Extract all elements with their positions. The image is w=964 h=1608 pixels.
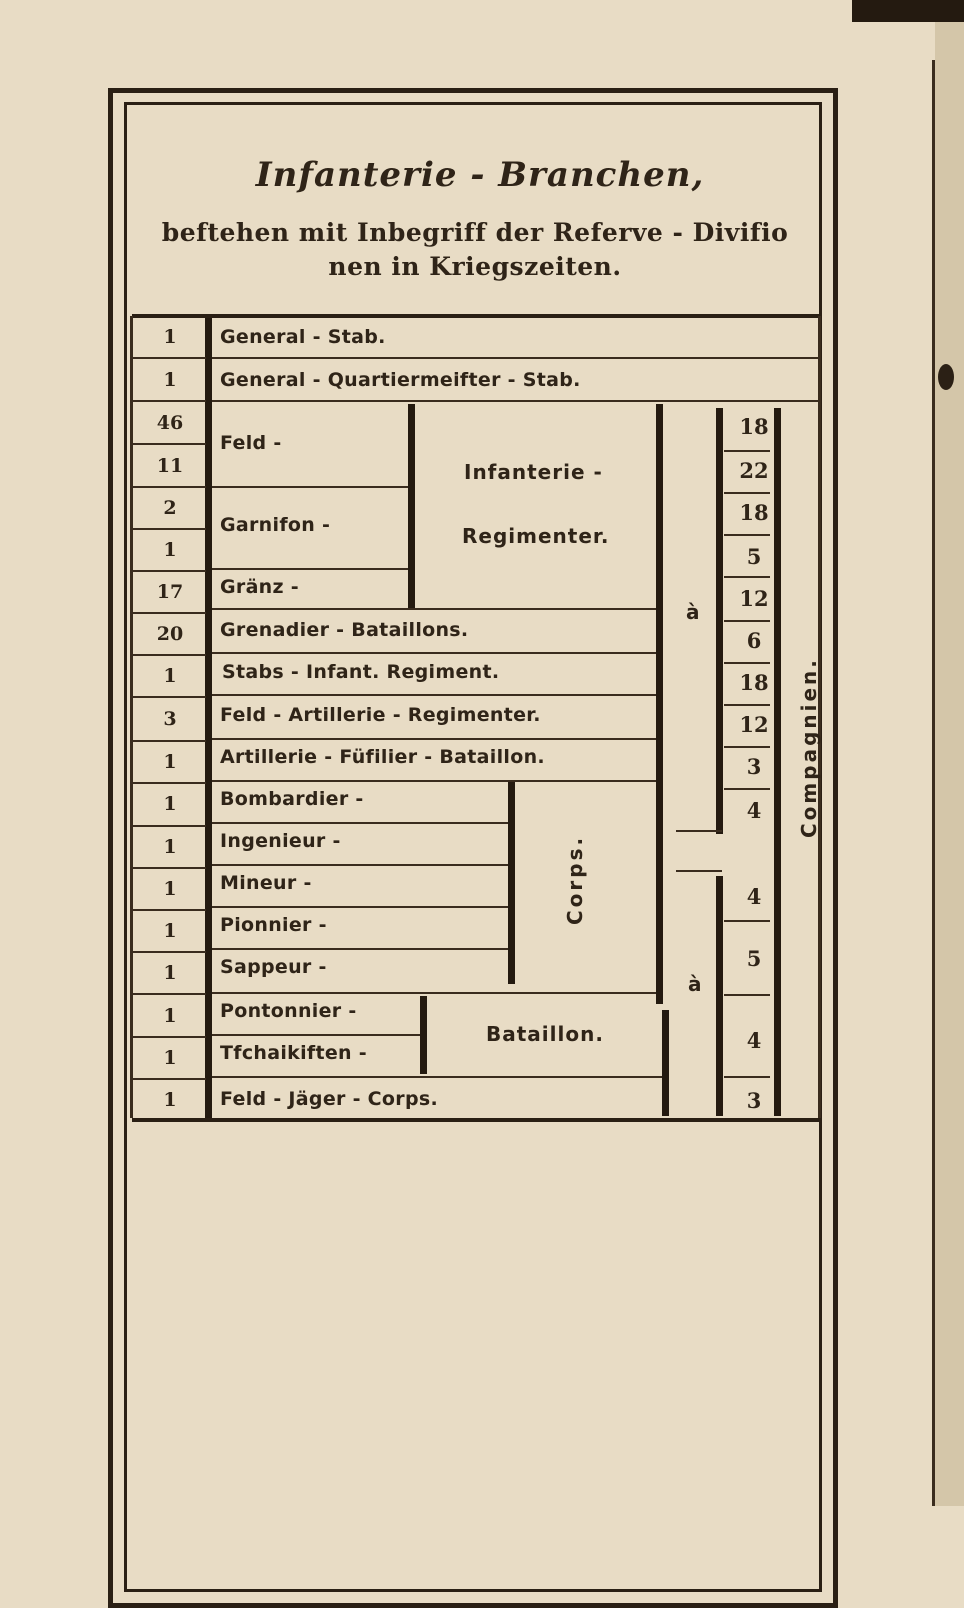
company-rule [724, 450, 770, 452]
company-count: 4 [746, 1028, 762, 1053]
binding-mark [938, 364, 954, 390]
company-count: 22 [739, 458, 769, 483]
row-rule [132, 570, 206, 572]
a-upper-left-bar [656, 404, 663, 1004]
row-count: 17 [156, 581, 184, 603]
row-count: 1 [163, 920, 177, 942]
row-rule [132, 909, 206, 911]
group-corps: Corps. [563, 834, 587, 925]
company-count: 3 [746, 1088, 762, 1113]
company-rule [724, 788, 770, 790]
company-rule [724, 704, 770, 706]
row-label: General - Stab. [220, 326, 386, 348]
company-rule [724, 492, 770, 494]
a-separator [676, 870, 722, 872]
row-label: Feld - Artillerie - Regimenter. [220, 704, 541, 726]
table-bottom-rule [132, 1118, 822, 1122]
table-top-rule [132, 314, 820, 318]
row-label: Gränz - [220, 576, 299, 598]
row-count: 1 [163, 751, 177, 773]
company-rule [724, 662, 770, 664]
company-rule [724, 746, 770, 748]
row-label: Garnifon - [220, 514, 331, 536]
row-rule [132, 782, 206, 784]
group-infanterie-line-2: Regimenter. [462, 524, 610, 548]
row-label: Pionnier - [220, 914, 327, 936]
row-rule [212, 822, 508, 824]
row-rule [132, 951, 206, 953]
row-count: 2 [163, 497, 177, 519]
compagnien-bar [774, 408, 781, 1116]
company-rule [724, 1076, 770, 1078]
group-infanterie-line-1: Infanterie - [464, 460, 603, 484]
company-count: 18 [739, 414, 769, 439]
company-rule [724, 620, 770, 622]
company-count: 3 [746, 754, 762, 779]
row-label: Tfchaikiften - [220, 1042, 367, 1064]
row-label: Feld - Jäger - Corps. [220, 1088, 438, 1110]
row-count: 46 [156, 412, 184, 434]
row-label: Ingenieur - [220, 830, 341, 852]
row-rule [212, 694, 658, 696]
company-count: 4 [746, 798, 762, 823]
row-rule [212, 906, 508, 908]
row-count: 1 [163, 326, 177, 348]
row-count: 1 [163, 539, 177, 561]
group-a-lower: à [688, 972, 703, 996]
row-rule [212, 738, 658, 740]
row-rule [132, 696, 206, 698]
row-count: 20 [156, 623, 184, 645]
row-rule [132, 528, 206, 530]
page-edge [935, 0, 964, 1506]
a-lower-right-bar [716, 876, 723, 1116]
row-rule [132, 867, 206, 869]
row-count: 1 [163, 369, 177, 391]
row-rule [132, 1078, 206, 1080]
company-count: 5 [746, 544, 762, 569]
a-lower-left-bar [662, 1010, 669, 1116]
group-bataillon: Bataillon. [486, 1022, 604, 1046]
company-count: 12 [739, 712, 769, 737]
row-count: 11 [156, 455, 184, 477]
row-rule [212, 568, 410, 570]
a-separator [676, 830, 722, 832]
row-count: 1 [163, 836, 177, 858]
page-edge-shadow [852, 0, 964, 22]
row-count: 1 [163, 1005, 177, 1027]
row-rule [132, 486, 206, 488]
row-label: Sappeur - [220, 956, 327, 978]
group-compagnien: Compagnien. [797, 657, 821, 838]
row-count: 1 [163, 1089, 177, 1111]
row-rule [212, 400, 818, 402]
row-count: 1 [163, 665, 177, 687]
a-upper-right-bar [716, 408, 723, 834]
subtitle-line-2: nen in Kriegszeiten. [328, 252, 622, 281]
row-rule [212, 1076, 664, 1078]
row-count: 1 [163, 1047, 177, 1069]
company-rule [724, 994, 770, 996]
row-label: Artillerie - Füfilier - Bataillon. [220, 746, 545, 768]
row-label: Bombardier - [220, 788, 364, 810]
row-label: Stabs - Infant. Regiment. [222, 661, 500, 683]
row-rule [212, 780, 658, 782]
group-a-upper: à [686, 600, 701, 624]
bataillon-brace [420, 996, 427, 1074]
row-label: Grenadier - Bataillons. [220, 619, 469, 641]
row-rule [132, 825, 206, 827]
company-count: 6 [746, 628, 762, 653]
row-label: Pontonnier - [220, 1000, 357, 1022]
row-rule [132, 654, 206, 656]
corps-brace [508, 782, 515, 984]
company-rule [724, 920, 770, 922]
row-rule [132, 740, 206, 742]
row-rule [212, 1034, 422, 1036]
row-count: 3 [163, 708, 177, 730]
row-rule [132, 400, 206, 402]
company-count: 12 [739, 586, 769, 611]
row-count: 1 [163, 962, 177, 984]
row-rule [132, 357, 206, 359]
row-rule [212, 608, 658, 610]
row-rule [132, 443, 206, 445]
row-rule [212, 992, 658, 994]
company-count: 18 [739, 500, 769, 525]
row-rule [132, 993, 206, 995]
row-count: 1 [163, 793, 177, 815]
subtitle-line-1: beftehen mit Inbegriff der Referve - Divifio [161, 218, 789, 247]
company-rule [724, 576, 770, 578]
row-label: General - Quartiermeifter - Stab. [220, 369, 581, 391]
infanterie-brace [408, 404, 415, 608]
row-rule [212, 864, 508, 866]
row-rule [132, 612, 206, 614]
company-count: 18 [739, 670, 769, 695]
company-count: 5 [746, 946, 762, 971]
row-rule [212, 486, 410, 488]
page-title: Infanterie - Branchen, [255, 155, 705, 195]
row-rule [132, 1036, 206, 1038]
row-count: 1 [163, 878, 177, 900]
row-rule [212, 948, 508, 950]
row-label: Feld - [220, 432, 282, 454]
row-rule [212, 357, 818, 359]
row-rule [212, 652, 658, 654]
page-fold-line [932, 60, 935, 1506]
row-label: Mineur - [220, 872, 312, 894]
company-rule [724, 534, 770, 536]
company-count: 4 [746, 884, 762, 909]
